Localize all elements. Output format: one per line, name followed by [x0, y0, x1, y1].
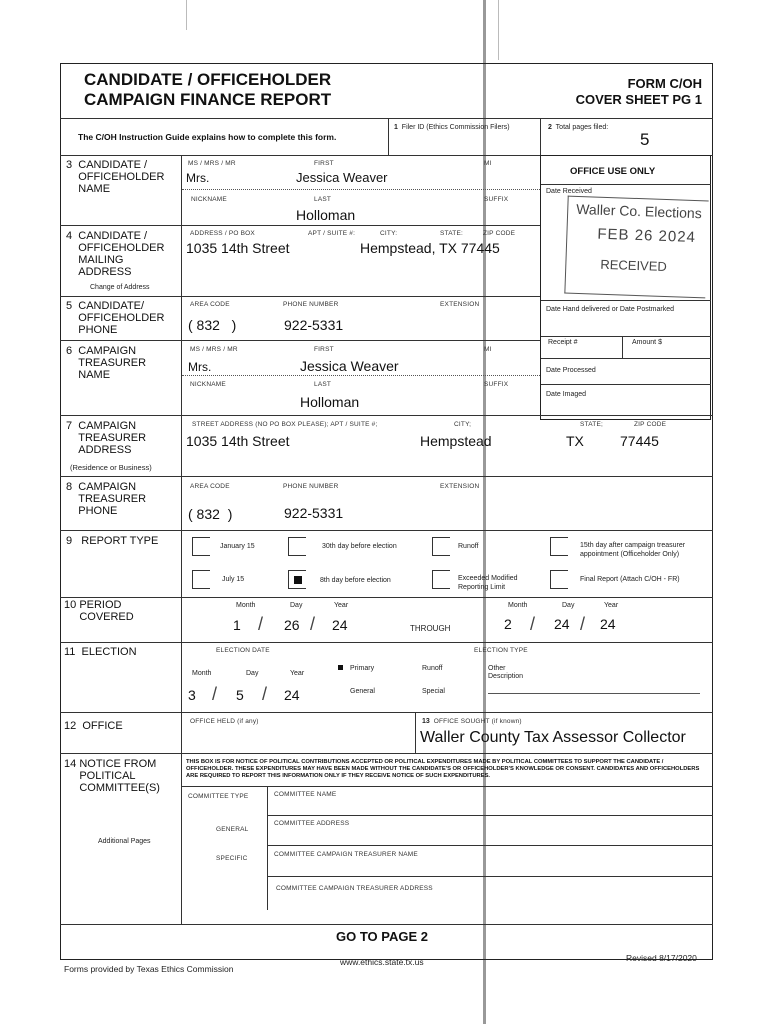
- candidate-title[interactable]: Mrs.: [186, 171, 210, 185]
- form-id: FORM C/OH COVER SHEET PG 1: [575, 76, 702, 107]
- additional-pages: Additional Pages: [98, 838, 151, 845]
- checkbox-15th-day-after[interactable]: [550, 537, 568, 556]
- sec7-label: 7 CAMPAIGN TREASURER ADDRESS: [66, 420, 147, 456]
- candidate-first-name[interactable]: Jessica Weaver: [296, 170, 388, 185]
- treasurer-state[interactable]: TX: [566, 433, 584, 449]
- imaged-label: Date Imaged: [546, 391, 587, 398]
- sec11-label: 11 ELECTION: [64, 646, 137, 658]
- slash-divider: /: [258, 614, 264, 634]
- slash-divider: /: [212, 684, 218, 704]
- treasurer-first-name[interactable]: Jessica Weaver: [300, 358, 399, 374]
- revised-date: Revised 8/17/2020: [626, 953, 697, 963]
- election-type-general[interactable]: General: [350, 688, 375, 695]
- sec12-label: 12 OFFICE: [64, 720, 123, 732]
- processed-label: Date Processed: [546, 367, 596, 374]
- hand-delivered-label: Date Hand delivered or Date Postmarked: [546, 306, 675, 313]
- form-title: CANDIDATE / OFFICEHOLDER CAMPAIGN FINANCE REPORT: [84, 70, 332, 109]
- election-type-runoff[interactable]: Runoff: [422, 665, 443, 672]
- candidate-address[interactable]: 1035 14th Street: [186, 240, 290, 256]
- amount-label: Amount $: [632, 339, 662, 346]
- change-of-address[interactable]: Change of Address: [90, 284, 150, 291]
- slash-divider: /: [262, 684, 268, 704]
- provided-by: Forms provided by Texas Ethics Commission: [64, 964, 234, 974]
- checkbox-exceeded-limit[interactable]: [432, 570, 450, 589]
- checked-mark: [294, 576, 302, 584]
- period-to-year[interactable]: 24: [600, 616, 616, 632]
- slash-divider: /: [580, 614, 586, 634]
- period-to-month[interactable]: 2: [504, 616, 512, 632]
- sec5-label: 5 CANDIDATE/ OFFICEHOLDER PHONE: [66, 300, 165, 336]
- receipt-label: Receipt #: [548, 339, 578, 346]
- checkbox-january-15[interactable]: [192, 537, 210, 556]
- candidate-phone[interactable]: 922-5331: [284, 317, 344, 333]
- primary-checked-mark: [338, 665, 343, 670]
- slash-divider: /: [530, 614, 536, 634]
- date-received-label: Date Received: [546, 188, 592, 195]
- go-to-page-2: GO TO PAGE 2: [336, 929, 428, 944]
- election-type-other[interactable]: Other Description: [488, 665, 524, 680]
- checkbox-runoff[interactable]: [432, 537, 450, 556]
- notice-text: THIS BOX IS FOR NOTICE OF POLITICAL CONTRIBUTIONS ACCEPTED OR POLITICAL EXPENDITURES MADE BY POLITICAL COMMITTEES TO SUPPORT THE CANDIDATE / OFFICEHOLDER. THESE EXPENDITURES MAY HAVE BEEN MADE WITHOUT THE CANDIDATE'S OR OFFICEHOLDER'S KNOWLEDGE OR CONSENT. CANDIDATES AND OFFICEHOLDERS ARE REQUIRED TO REPORT THIS INFORMATION ONLY IF THEY RECEIVE NOTICE OF SUCH EXPENDITURES.: [186, 759, 700, 779]
- sec3-label: 3 CANDIDATE / OFFICEHOLDER NAME: [66, 159, 165, 195]
- checkbox-30th-day[interactable]: [288, 537, 306, 556]
- committee-type-general[interactable]: GENERAL: [216, 826, 249, 833]
- treasurer-title[interactable]: Mrs.: [188, 360, 212, 374]
- scan-artifact: [498, 0, 499, 60]
- filer-id-label: 1 Filer ID (Ethics Commission Filers): [394, 124, 510, 131]
- committee-type-specific[interactable]: SPECIFIC: [216, 855, 248, 862]
- checkbox-final-report[interactable]: [550, 570, 568, 589]
- total-pages-value[interactable]: 5: [640, 130, 650, 149]
- election-month[interactable]: 3: [188, 687, 196, 703]
- sec8-label: 8 CAMPAIGN TREASURER PHONE: [66, 481, 147, 517]
- treasurer-zip[interactable]: 77445: [620, 433, 659, 449]
- office-sought-label: 13 OFFICE SOUGHT (if known): [422, 718, 522, 725]
- treasurer-area-code[interactable]: ( 832 ): [188, 506, 233, 522]
- candidate-last-name[interactable]: Holloman: [296, 207, 356, 223]
- treasurer-street[interactable]: 1035 14th Street: [186, 433, 290, 449]
- sec9-label: 9 REPORT TYPE: [66, 535, 159, 547]
- total-pages-label: 2 Total pages filed:: [548, 124, 609, 131]
- treasurer-city[interactable]: Hempstead: [420, 433, 492, 449]
- received-stamp: Waller Co. Elections FEB 26 2024 RECEIVED: [564, 196, 708, 299]
- ethics-url[interactable]: www.ethics.state.tx.us: [340, 957, 424, 967]
- office-sought-value[interactable]: Waller County Tax Assessor Collector: [420, 729, 686, 746]
- period-from-year[interactable]: 24: [332, 617, 348, 633]
- period-from-month[interactable]: 1: [233, 617, 241, 633]
- sec4-label: 4 CANDIDATE / OFFICEHOLDER MAILING ADDRESS: [66, 230, 165, 278]
- election-type-special[interactable]: Special: [422, 688, 445, 695]
- election-day[interactable]: 5: [236, 687, 244, 703]
- scan-artifact: [186, 0, 187, 30]
- treasurer-last-name[interactable]: Holloman: [300, 394, 360, 410]
- instruction-text: The C/OH Instruction Guide explains how to complete this form.: [78, 132, 337, 142]
- checkbox-july-15[interactable]: [192, 570, 210, 589]
- slash-divider: /: [310, 614, 316, 634]
- election-year[interactable]: 24: [284, 687, 300, 703]
- sec6-label: 6 CAMPAIGN TREASURER NAME: [66, 345, 147, 381]
- treasurer-phone[interactable]: 922-5331: [284, 505, 344, 521]
- period-to-day[interactable]: 24: [554, 616, 570, 632]
- sec14-label: 14 NOTICE FROM POLITICAL COMMITTEE(S): [64, 758, 160, 794]
- election-type-primary[interactable]: Primary: [350, 665, 375, 672]
- residence-or-business: (Residence or Business): [70, 463, 152, 472]
- candidate-area-code[interactable]: ( 832 ): [188, 317, 237, 333]
- sec10-label: 10 PERIOD COVERED: [64, 599, 134, 623]
- candidate-city-state-zip[interactable]: Hempstead, TX 77445: [360, 240, 500, 256]
- period-from-day[interactable]: 26: [284, 617, 300, 633]
- office-use-title: OFFICE USE ONLY: [570, 166, 656, 177]
